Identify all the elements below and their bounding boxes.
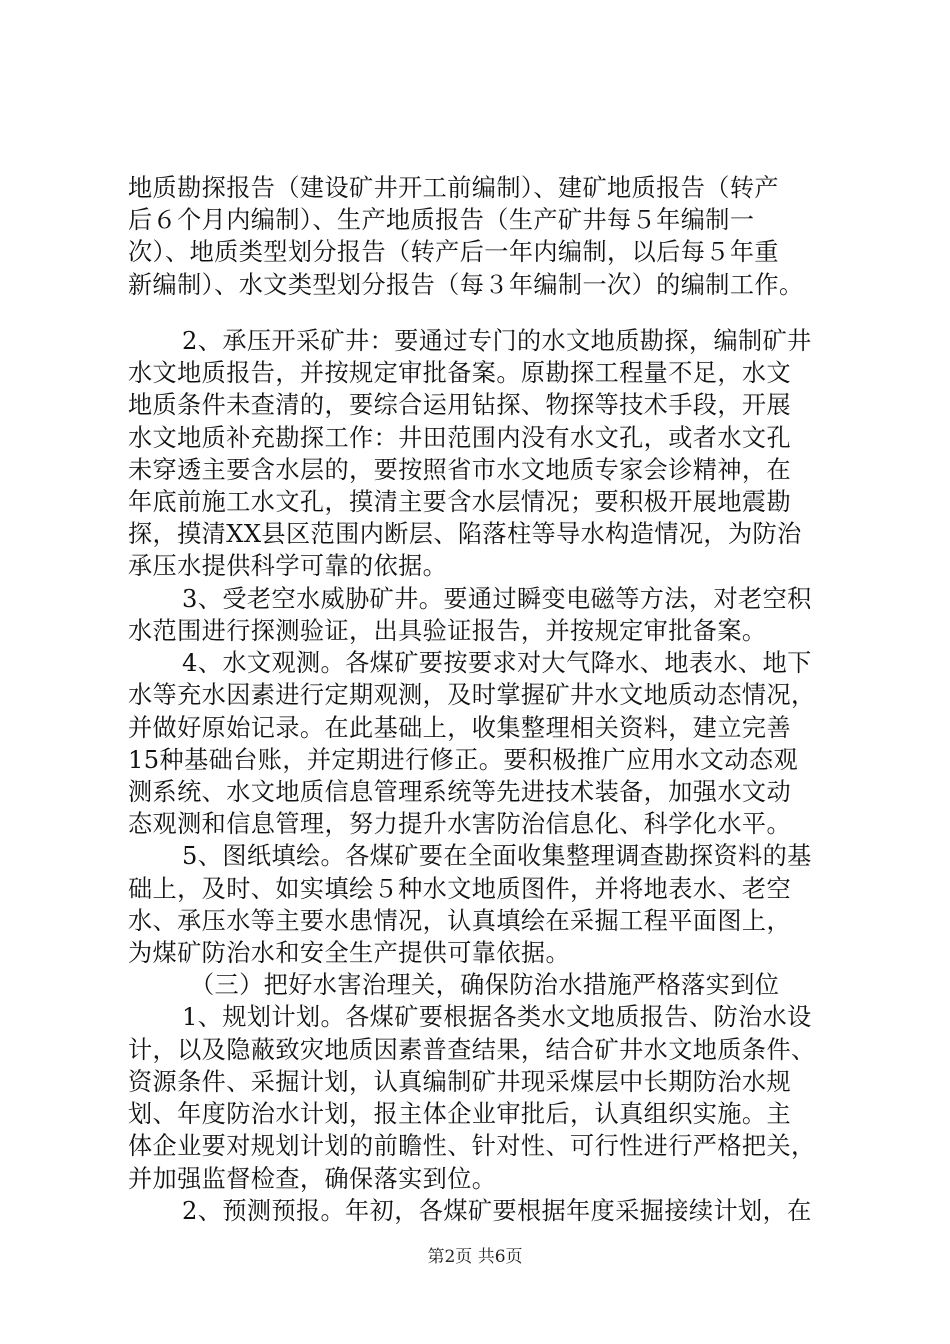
text-line: 地质勘探报告（建设矿井开工前编制）、建矿地质报告（转产 [128, 174, 779, 202]
text-line: 次）、地质类型划分报告（转产后一年内编制，以后每５年重 [128, 238, 779, 267]
text-line: 水等充水因素进行定期观测，及时掌握矿井水文地质动态情况， [128, 681, 816, 710]
text-line: 2、承压开采矿井：要通过专门的水文地质勘探，编制矿井 [182, 326, 812, 355]
text-line: 3、受老空水威胁矿井。要通过瞬变电磁等方法，对老空积 [182, 584, 812, 613]
text-line: 水文地质报告，并按规定审批备案。原勘探工程量不足，水文 [128, 359, 792, 388]
text-line: 础上，及时、如实填绘５种水文地质图件，并将地表水、老空 [128, 874, 792, 903]
text-line: 5、图纸填绘。各煤矿要在全面收集整理调查勘探资料的基 [182, 842, 812, 871]
text-line: 后６个月内编制）、生产地质报告（生产矿井每５年编制一 [128, 206, 755, 235]
text-line: 并加强监督检查，确保落实到位。 [128, 1164, 497, 1193]
section-heading: （三）把好水害治理关，确保防治水措施严格落实到位 [190, 971, 780, 1000]
text-line: 计，以及隐蔽致灾地质因素普查结果，结合矿井水文地质条件、 [128, 1035, 816, 1064]
text-line: 测系统、水文地质信息管理系统等先进技术装备，加强水文动 [128, 777, 792, 806]
text-line: 水、承压水等主要水患情况，认真填绘在采掘工程平面图上， [128, 906, 792, 935]
text-line: 体企业要对规划计划的前瞻性、针对性、可行性进行严格把关， [128, 1132, 816, 1161]
text-line: 划、年度防治水计划，报主体企业审批后，认真组织实施。主 [128, 1100, 792, 1129]
text-line: 承压水提供科学可靠的依据。 [128, 552, 448, 581]
text-line: 水文地质补充勘探工作：井田范围内没有水文孔，或者水文孔 [128, 423, 792, 452]
text-line: 地质条件未查清的，要综合运用钻探、物探等技术手段，开展 [128, 391, 792, 420]
text-line: 4、水文观测。各煤矿要按要求对大气降水、地表水、地下 [182, 649, 812, 678]
text-line: 新编制）、水文类型划分报告（每３年编制一次）的编制工作。 [128, 270, 804, 299]
text-line: 资源条件、采掘计划，认真编制矿井现采煤层中长期防治水规 [128, 1067, 792, 1096]
text-line: 为煤矿防治水和安全生产提供可靠依据。 [128, 939, 571, 968]
text-line: 未穿透主要含水层的，要按照省市水文地质专家会诊精神，在 [128, 455, 792, 484]
text-line: 年底前施工水文孔，摸清主要含水层情况；要积极开展地震勘 [128, 487, 792, 516]
text-line: 2、预测预报。年初，各煤矿要根据年度采掘接续计划，在 [182, 1196, 812, 1225]
page-number: 第2页 共6页 [427, 1247, 523, 1267]
text-line: 探，摸清XX县区范围内断层、陷落柱等导水构造情况，为防治 [128, 520, 802, 549]
text-line: 1、规划计划。各煤矿要根据各类水文地质报告、防治水设 [182, 1003, 812, 1032]
text-line: 15种基础台账，并定期进行修正。要积极推广应用水文动态观 [128, 745, 799, 774]
text-line: 并做好原始记录。在此基础上，收集整理相关资料，建立完善 [128, 713, 792, 742]
text-line: 态观测和信息管理，努力提升水害防治信息化、科学化水平。 [128, 810, 792, 839]
text-line: 水范围进行探测验证，出具验证报告，并按规定审批备案。 [128, 616, 767, 645]
